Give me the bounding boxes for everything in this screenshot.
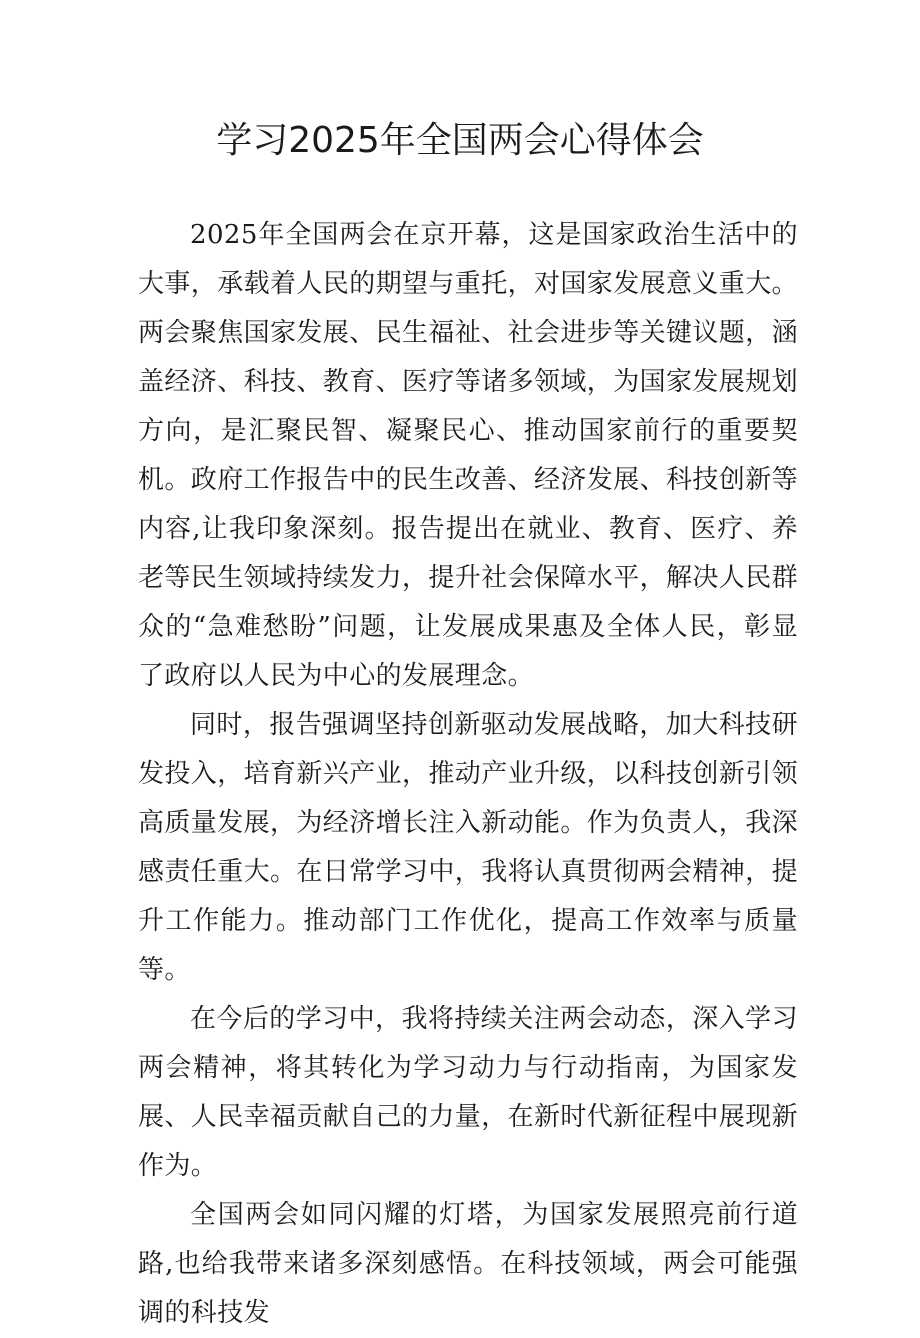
paragraph-4: 全国两会如同闪耀的灯塔，为国家发展照亮前行道路,也给我带来诸多深刻感悟。在科技领域，两会可能强调的科技发 bbox=[138, 1200, 798, 1328]
document-body bbox=[138, 211, 798, 1338]
paragraph-1: 2025年全国两会在京开幕，这是国家政治生活中的大事，承载着人民的期望与重托，对国家发展意义重大。两会聚焦国家发展、民生福祉、社会进步等关键议题，涵盖经济、科技、教育、医疗等诸多领域，为国家发展规划方向，是汇聚民智、凝聚民心、推动国家前行的重要契机。政府工作报告中的民生改善、经济发展、科技创新等内容,让我印象深刻。报告提出在就业、教育、医疗、养老等民生领域持续发力，提升社会保障水平，解决人民群众的“急难愁盼”问题，让发展成果惠及全体人民，彰显了政府以人民为中心的发展理念。 bbox=[138, 220, 799, 691]
paragraph-3: 在今后的学习中，我将持续关注两会动态，深入学习两会精神，将其转化为学习动力与行动指南，为国家发展、人民幸福贡献自己的力量，在新时代新征程中展现新作为。 bbox=[138, 1004, 799, 1181]
document-title: 学习2025年全国两会心得体会 bbox=[216, 120, 704, 161]
paragraph-2: 同时，报告强调坚持创新驱动发展战略，加大科技研发投入，培育新兴产业，推动产业升级，以科技创新引领高质量发展，为经济增长注入新动能。作为负责人，我深感责任重大。在日常学习中，我将认真贯彻两会精神，提升工作能力。推动部门工作优化，提高工作效率与质量等。 bbox=[138, 710, 799, 985]
